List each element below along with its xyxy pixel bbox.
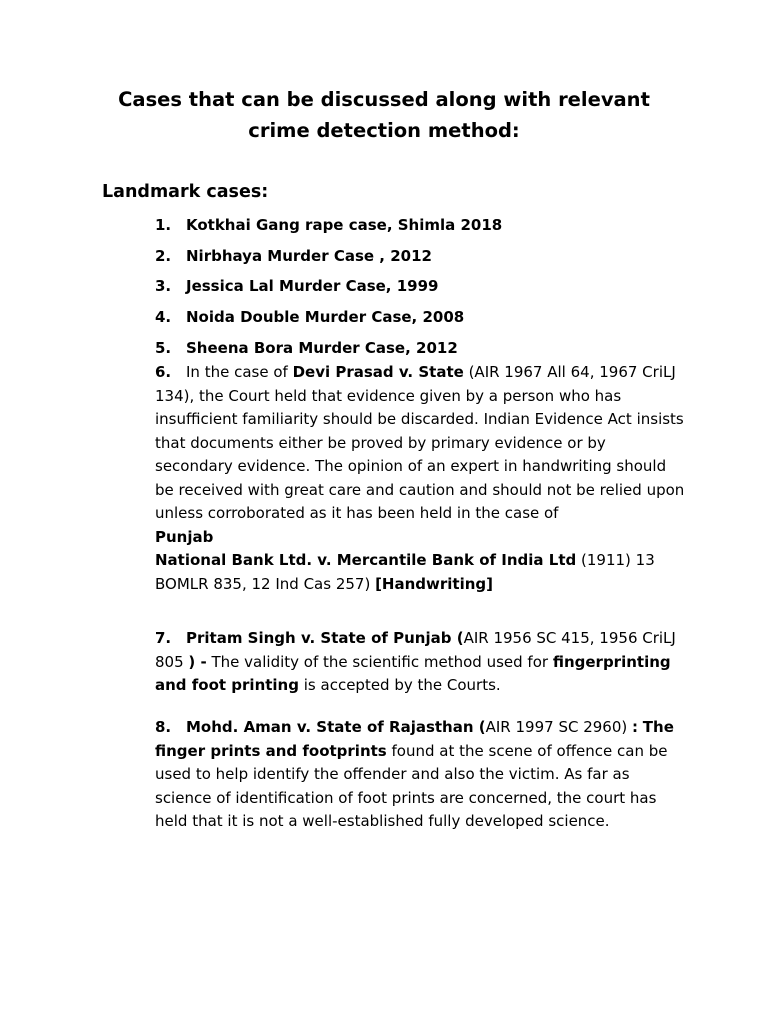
list-item-text: Nirbhaya Murder Case , 2012 xyxy=(186,247,432,265)
case-8-citation: AIR 1997 SC 2960) xyxy=(485,718,628,736)
list-item-text: Kotkhai Gang rape case, Shimla 2018 xyxy=(186,216,503,234)
list-item xyxy=(155,338,458,358)
title-line-1: Cases that can be discussed along with relevant xyxy=(118,88,650,111)
list-item xyxy=(155,276,438,296)
case-6-citation: (AIR 1967 All 64, 1967 CriLJ 134), the Court held that evidence given by a person who has insufficient familiarity should be discarded. Indian Evidence Act insists that documents either be proved by primary evidence or by secondary evidence. The opinion of an expert in handwriting should be received with great care and caution and should not be relied upon unless corroborated as it has been held in the case of xyxy=(155,363,685,522)
case-7-citation: AIR 1956 SC 415, 1956 CriLJ 805 xyxy=(155,629,676,671)
case-8-text: found at the scene of offence can be used to help identify the offender and also the victim. As far as science of identification of foot prints are concerned, the court has held that it is not a well-established fully developed science. xyxy=(155,741,668,830)
list-item-text: Jessica Lal Murder Case, 1999 xyxy=(186,277,439,295)
list-item xyxy=(155,215,502,235)
list-item xyxy=(155,246,432,266)
case-6-name: Devi Prasad v. State xyxy=(292,363,464,381)
case-7-bold-phrase: fingerprinting and foot printing xyxy=(155,652,671,694)
case-7-text-2: is accepted by the Courts. xyxy=(303,676,501,694)
case-6-second-citation: (1911) 13 BOMLR 835, 12 Ind Cas 257) xyxy=(155,551,655,593)
landmark-cases-heading: Landmark cases: xyxy=(102,182,269,202)
case-6-second-case-b: National Bank Ltd. v. Mercantile Bank of India Ltd xyxy=(155,551,577,569)
case-6-intro: In the case of xyxy=(186,363,288,381)
case-8-name: Mohd. Aman v. State of Rajasthan ( xyxy=(186,718,486,736)
case-8-paragraph xyxy=(155,716,685,834)
case-7-separator: ) - xyxy=(188,652,207,671)
case-6-paragraph xyxy=(155,361,685,596)
list-item-number: 4. xyxy=(155,308,172,326)
list-item-number: 2. xyxy=(155,247,172,265)
list-item-number: 3. xyxy=(155,277,172,295)
case-7-number: 7. xyxy=(155,629,172,647)
document-title xyxy=(0,84,768,146)
case-8-bold-phrase: The finger prints and footprints xyxy=(155,718,674,760)
case-7-paragraph xyxy=(155,627,685,698)
case-8-number: 8. xyxy=(155,718,172,736)
case-6-second-case-a: Punjab xyxy=(155,527,214,546)
title-line-2: crime detection method: xyxy=(248,119,520,142)
case-6-number: 6. xyxy=(155,363,172,381)
case-7-name: Pritam Singh v. State of Punjab ( xyxy=(186,629,464,647)
list-item-number: 1. xyxy=(155,216,172,234)
case-8-separator: : xyxy=(632,718,639,736)
list-item-text: Noida Double Murder Case, 2008 xyxy=(186,308,465,326)
list-item xyxy=(155,307,464,327)
list-item-text: Sheena Bora Murder Case, 2012 xyxy=(186,339,458,357)
case-6-tag: [Handwriting] xyxy=(375,574,494,593)
case-7-text-1: The validity of the scientific method used for xyxy=(211,652,549,671)
list-item-number: 5. xyxy=(155,339,172,357)
